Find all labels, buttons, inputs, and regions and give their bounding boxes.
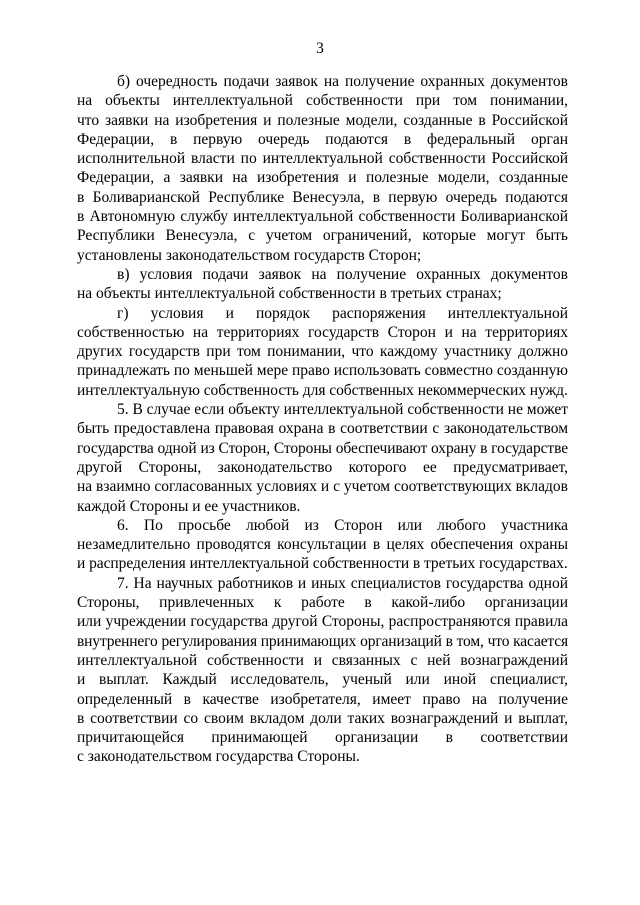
- text-line: в соответствии со своим вкладом доли таких вознаграждений и выплат,: [77, 709, 568, 727]
- paragraph-5: [77, 400, 568, 516]
- text-line: что заявки на изобретения и полезные модели, созданные в Российской: [77, 111, 568, 129]
- paragraph-v: [77, 265, 568, 304]
- text-line: Федерации, а заявки на изобретения и полезные модели, созданные: [77, 169, 568, 187]
- text-line: 5. В случае если объекту интеллектуальной собственности не может: [117, 401, 568, 419]
- text-line: причитающейся принимающей организации в соответствии: [77, 729, 568, 747]
- text-line: интеллектуальной собственности и связанных с ней вознаграждений: [77, 651, 568, 669]
- text-line: исполнительной власти по интеллектуальной собственности Российской: [77, 150, 568, 168]
- text-line: каждой Стороны и ее участников.: [77, 497, 301, 515]
- text-line: внутреннего регулирования принимающих организаций в том, что касается: [77, 632, 568, 650]
- paragraph-7: [77, 574, 568, 767]
- text-line: б) очередность подачи заявок на получение охранных документов: [117, 73, 568, 90]
- text-line: с законодательством государства Стороны.: [77, 748, 360, 766]
- page-number: 3: [316, 40, 324, 57]
- text-line: установлены законодательством государств Сторон;: [77, 246, 422, 264]
- text-line: других государств при том понимании, что каждому участнику должно: [77, 343, 568, 361]
- text-line: 7. На научных работников и иных специалистов государства одной: [117, 574, 568, 592]
- text-line: г) условия и порядок распоряжения интеллектуальной: [117, 304, 568, 322]
- text-line: на объекты интеллектуальной собственности при том понимании,: [77, 92, 568, 110]
- text-line: на взаимно согласованных условиях и с учетом соответствующих вкладов: [77, 478, 568, 496]
- text-line: незамедлительно проводятся консультации в целях обеспечения охраны: [77, 536, 568, 554]
- text-line: Федерации, в первую очередь подаются в федеральный орган: [77, 130, 568, 148]
- text-line: собственностью на территориях государств Сторон и на территориях: [77, 323, 568, 341]
- text-line: Республики Венесуэла, с учетом ограничений, которые могут быть: [77, 227, 568, 245]
- paragraph-g: [77, 304, 568, 400]
- text-line: в Автономную службу интеллектуальной собственности Боливарианской: [77, 208, 568, 226]
- text-line: на объекты интеллектуальной собственности в третьих странах;: [77, 285, 502, 303]
- text-line: 6. По просьбе любой из Сторон или любого участника: [117, 516, 568, 534]
- text-line: государства одной из Сторон, Стороны обеспечивают охрану в государстве: [77, 439, 568, 457]
- text-line: интеллектуальную собственность для собственных некоммерческих нужд.: [77, 381, 568, 399]
- document-body: [77, 72, 568, 767]
- text-line: другой Стороны, законодательство которого ее предусматривает,: [77, 458, 568, 476]
- text-line: определенный в качестве изобретателя, имеет право на получение: [77, 690, 568, 708]
- text-line: в) условия подачи заявок на получение охранных документов: [117, 265, 568, 283]
- text-line: или учреждении государства другой Стороны, распространяются правила: [77, 613, 568, 631]
- text-line: быть предоставлена правовая охрана в соответствии с законодательством: [77, 420, 568, 438]
- paragraph-6: [77, 516, 568, 574]
- text-line: и выплат. Каждый исследователь, ученый или иной специалист,: [77, 671, 568, 689]
- text-line: Стороны, привлеченных к работе в какой-либо организации: [77, 594, 568, 612]
- text-line: и распределения интеллектуальной собственности в третьих государствах.: [77, 555, 568, 573]
- text-line: принадлежать по меньшей мере право использовать совместно созданную: [77, 362, 568, 380]
- text-line: в Боливарианской Республике Венесуэла, в первую очередь подаются: [77, 188, 568, 206]
- paragraph-b: [77, 72, 568, 265]
